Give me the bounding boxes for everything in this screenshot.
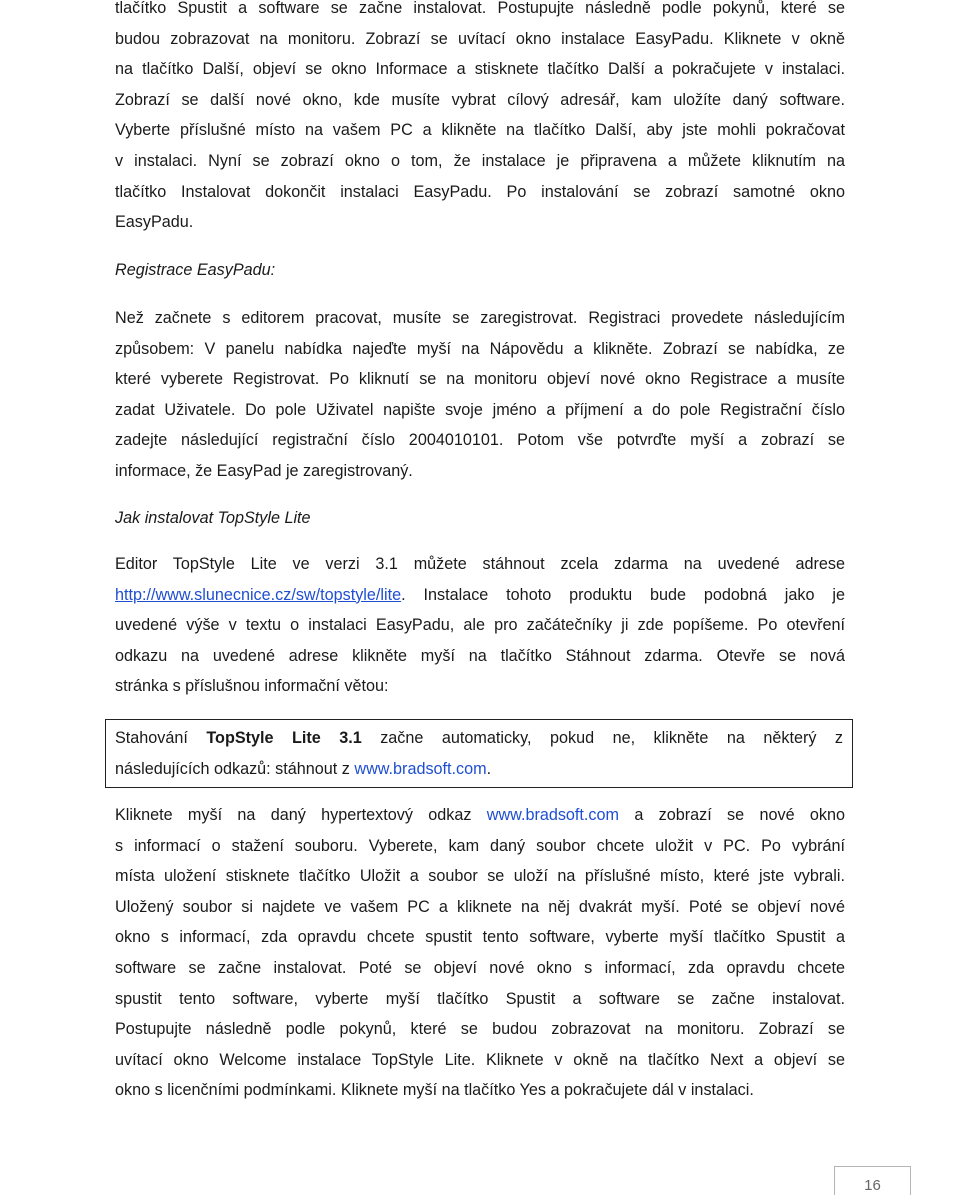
text-line: informace, že EasyPad je zaregistrovaný.: [115, 461, 413, 480]
text-span: Kliknete myší na daný hypertextový odkaz: [115, 806, 487, 824]
bradsoft-link[interactable]: www.bradsoft.com: [486, 806, 620, 824]
text-line: Vyberte příslušné místo na vašem PC a klikněte na tlačítko Další, aby jste mohli pokračovat: [115, 121, 845, 140]
text-line: v instalaci. Nyní se zobrazí okno o tom, že instalace je připravena a můžete kliknutím na: [115, 151, 845, 170]
text-line-with-link: [115, 800, 845, 831]
bradsoft-link[interactable]: www.bradsoft.com: [354, 760, 487, 778]
text-line: na tlačítko Další, objeví se okno Informace a stisknete tlačítko Další a pokračujete v instalaci.: [115, 60, 845, 79]
text-line: Než začnete s editorem pracovat, musíte se zaregistrovat. Registraci provedete následujícím: [115, 309, 845, 327]
text-line: zadat Uživatele. Do pole Uživatel napište svoje jméno a příjmení a do pole Registrační číslo: [115, 400, 845, 419]
text-line: způsobem: V panelu nabídka najeďte myší na Nápovědu a klikněte. Zobrazí se nabídka, ze: [115, 339, 845, 358]
download-notice-box: [105, 719, 853, 788]
paragraph-topstyle: [115, 549, 845, 702]
paragraph-easypad-install: [115, 0, 845, 238]
text-line: tlačítko Spustit a software se začne instalovat. Postupujte následně podle pokynů, které se: [115, 0, 845, 17]
text-span: Stahování: [115, 729, 207, 747]
text-line: spustit tento software, vyberte myší tlačítko Spustit a software se začne instalovat.: [115, 989, 845, 1008]
text-span: a zobrazí se nové okno: [619, 806, 846, 824]
section-heading-topstyle: Jak instalovat TopStyle Lite: [115, 509, 311, 527]
text-line: stránka s příslušnou informační větou:: [115, 677, 389, 696]
text-span: začne automaticky, pokud ne, klikněte na některý z: [361, 729, 844, 747]
section-heading-registrace: Registrace EasyPadu:: [115, 261, 276, 279]
text-line: okno s informací, zda opravdu chcete spustit tento software, vyberte myší tlačítko Spustit a: [115, 928, 845, 947]
text-span: . Instalace tohoto produktu bude podobná jako je: [401, 585, 845, 604]
text-line: zadejte následující registrační číslo 2004010101. Potom vše potvrďte myší a zobrazí se: [115, 431, 845, 450]
text-line: [115, 723, 843, 754]
paragraph-download: [115, 800, 845, 1106]
slunecnice-link[interactable]: http://www.slunecnice.cz/sw/topstyle/lite: [115, 585, 402, 604]
text-line: místa uložení stisknete tlačítko Uložit a soubor se uloží na příslušné místo, které jste vybrali.: [115, 867, 845, 886]
text-span: .: [486, 760, 492, 778]
text-line: tlačítko Instalovat dokončit instalaci EasyPadu. Po instalování se zobrazí samotné okno: [115, 182, 845, 201]
text-span: následujících odkazů: stáhnout z: [115, 760, 355, 778]
text-line: uvítací okno Welcome instalace TopStyle Lite. Kliknete v okně na tlačítko Next a objeví se: [115, 1050, 845, 1069]
text-line: odkazu na uvedené adrese klikněte myší na tlačítko Stáhnout zdarma. Otevře se nová: [115, 646, 845, 665]
text-line: okno s licenčními podmínkami. Kliknete myší na tlačítko Yes a pokračujete dál v instalaci.: [115, 1081, 754, 1100]
paragraph-registrace: [115, 303, 845, 487]
text-line: Zobrazí se další nové okno, kde musíte vybrat cílový adresář, kam uložíte daný software.: [115, 90, 845, 109]
text-line: budou zobrazovat na monitoru. Zobrazí se uvítací okno instalace EasyPadu. Kliknete v okně: [115, 29, 845, 48]
page-number-box: [834, 1166, 911, 1195]
text-line: které vyberete Registrovat. Po kliknutí se na monitoru objeví nové okno Registrace a musíte: [115, 370, 845, 389]
text-line: EasyPadu.: [115, 213, 194, 232]
text-line-with-link: [115, 580, 845, 611]
page-number: 16: [864, 1177, 881, 1194]
text-line: s informací o stažení souboru. Vyberete, kam daný soubor chcete uložit v PC. Po vybrání: [115, 836, 845, 855]
text-line: Editor TopStyle Lite ve verzi 3.1 můžete stáhnout zcela zdarma na uvedené adrese: [115, 555, 845, 573]
text-line: Postupujte následně podle pokynů, které se budou zobrazovat na monitoru. Zobrazí se: [115, 1020, 845, 1039]
text-line: Uložený soubor si najdete ve vašem PC a kliknete na něj dvakrát myší. Poté se objeví nové: [115, 897, 845, 916]
product-name: TopStyle Lite 3.1: [206, 729, 362, 747]
text-line-with-link: [115, 754, 843, 785]
text-line: software se začne instalovat. Poté se objeví nové okno s informací, zda opravdu chcete: [115, 958, 845, 977]
text-line: uvedené výše v textu o instalaci EasyPadu, ale pro začátečníky ji zde popíšeme. Po otevření: [115, 616, 845, 635]
